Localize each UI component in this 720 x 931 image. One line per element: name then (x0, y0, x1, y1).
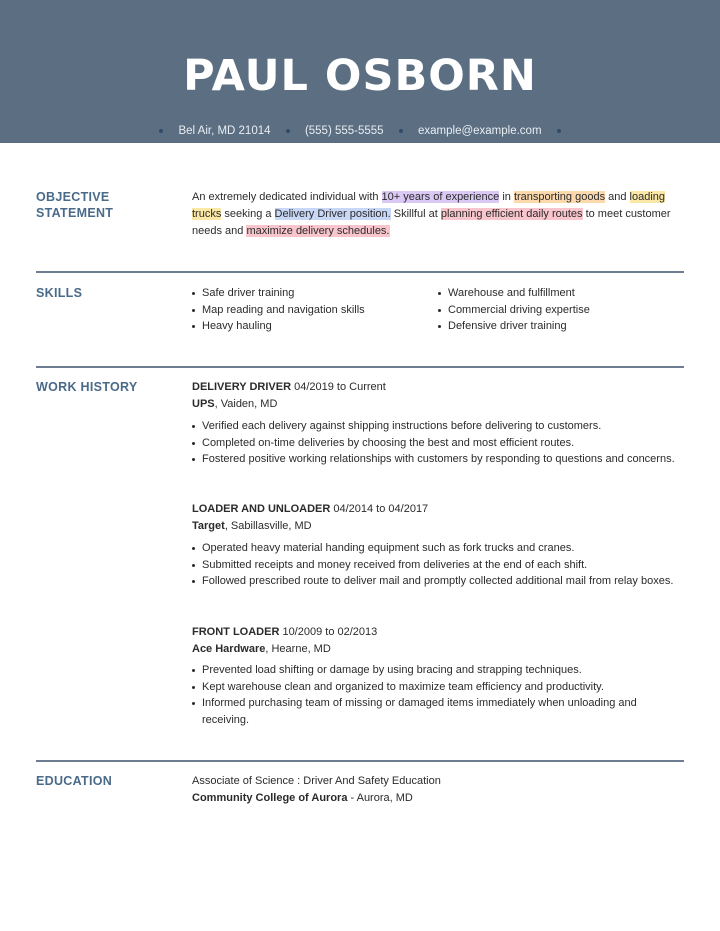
job-company-line (192, 396, 277, 412)
job-bullet: Informed purchasing team of missing or damaged items immediately when unloading and receiving. (192, 695, 684, 728)
job-location: , Vaiden, MD (214, 398, 278, 410)
objective-text: seeking a (221, 208, 275, 220)
job-company-line (192, 641, 331, 657)
job-title-line (192, 624, 377, 640)
job-dates: 04/2019 to Current (291, 381, 386, 393)
job-role: DELIVERY DRIVER (192, 381, 292, 393)
job-bullet: Kept warehouse clean and organized to maximize team efficiency and productivity. (192, 679, 684, 696)
contact-line (0, 124, 720, 138)
job-location: , Hearne, MD (265, 643, 331, 655)
highlight-experience: 10+ years of experience (381, 191, 500, 203)
job-title-line (192, 501, 428, 517)
resume-header (0, 0, 720, 143)
job-bullets (192, 662, 684, 728)
bullet-dot-icon (399, 129, 403, 133)
highlight-loading: loading trucks (192, 191, 666, 220)
bullet-dot-icon (286, 129, 290, 133)
job-bullet: Verified each delivery against shipping instructions before delivering to customers. (192, 418, 684, 435)
job-bullets (192, 418, 684, 468)
skill-item: Commercial driving expertise (438, 302, 590, 319)
skill-item: Defensive driver training (438, 318, 590, 335)
objective-text: to meet customer needs and (192, 208, 671, 237)
section-divider (36, 760, 684, 762)
objective-title-line2: STATEMENT (36, 206, 114, 220)
objective-text: in (499, 191, 514, 203)
objective-text: Skillful at (390, 208, 441, 220)
skill-item: Safe driver training (192, 285, 365, 302)
job-bullet: Operated heavy material handing equipment such as fork trucks and cranes. (192, 540, 684, 557)
job-title-line (192, 379, 386, 395)
job-bullets (192, 540, 684, 590)
objective-statement (192, 189, 684, 240)
education-section-title: EDUCATION (36, 774, 113, 788)
job-dates: 10/2009 to 02/2013 (279, 626, 378, 638)
skills-section-title: SKILLS (36, 286, 83, 300)
job-company: UPS (192, 398, 215, 410)
job-location: , Sabillasville, MD (224, 520, 312, 532)
education-location: - Aurora, MD (347, 792, 413, 804)
skill-item: Warehouse and fulfillment (438, 285, 590, 302)
job-company-line (192, 518, 312, 534)
highlight-transporting: transporting goods (513, 191, 606, 203)
section-divider (36, 271, 684, 273)
skills-list-left (192, 285, 365, 335)
objective-title-line1: OBJECTIVE (36, 190, 110, 204)
job-company: Target (192, 520, 225, 532)
objective-text: An extremely dedicated individual with (192, 191, 382, 203)
bullet-dot-icon (557, 129, 561, 133)
education-degree: Associate of Science : Driver And Safety Education (192, 775, 441, 787)
job-bullet: Fostered positive working relationships with customers by responding to questions and concerns. (192, 451, 684, 468)
skills-list-right (438, 285, 590, 335)
education-school-line (192, 790, 413, 806)
job-role: FRONT LOADER (192, 626, 280, 638)
job-bullet: Followed prescribed route to deliver mail and promptly collected additional mail from relay boxes. (192, 573, 684, 590)
job-bullet: Completed on-time deliveries by choosing the best and most efficient routes. (192, 435, 684, 452)
section-divider (36, 366, 684, 368)
contact-location: Bel Air, MD 21014 (178, 125, 271, 137)
highlight-position: Delivery Driver position. (274, 208, 391, 220)
candidate-name: PAUL OSBORN (183, 51, 537, 101)
contact-phone: (555) 555-5555 (304, 125, 384, 137)
job-company: Ace Hardware (192, 643, 266, 655)
bullet-dot-icon (159, 129, 163, 133)
highlight-routes: planning efficient daily routes (440, 208, 583, 220)
contact-email: example@example.com (418, 125, 542, 137)
objective-section-title (36, 189, 176, 221)
job-bullet: Submitted receipts and money received from deliveries at the end of each shift. (192, 557, 684, 574)
job-dates: 04/2014 to 04/2017 (330, 503, 429, 515)
skill-item: Map reading and navigation skills (192, 302, 365, 319)
job-bullet: Prevented load shifting or damage by using bracing and strapping techniques. (192, 662, 684, 679)
education-school: Community College of Aurora (192, 792, 348, 804)
work-history-section-title: WORK HISTORY (36, 380, 138, 394)
highlight-schedules: maximize delivery schedules. (246, 225, 390, 237)
objective-text: and (605, 191, 630, 203)
skill-item: Heavy hauling (192, 318, 365, 335)
job-role: LOADER AND UNLOADER (192, 503, 331, 515)
